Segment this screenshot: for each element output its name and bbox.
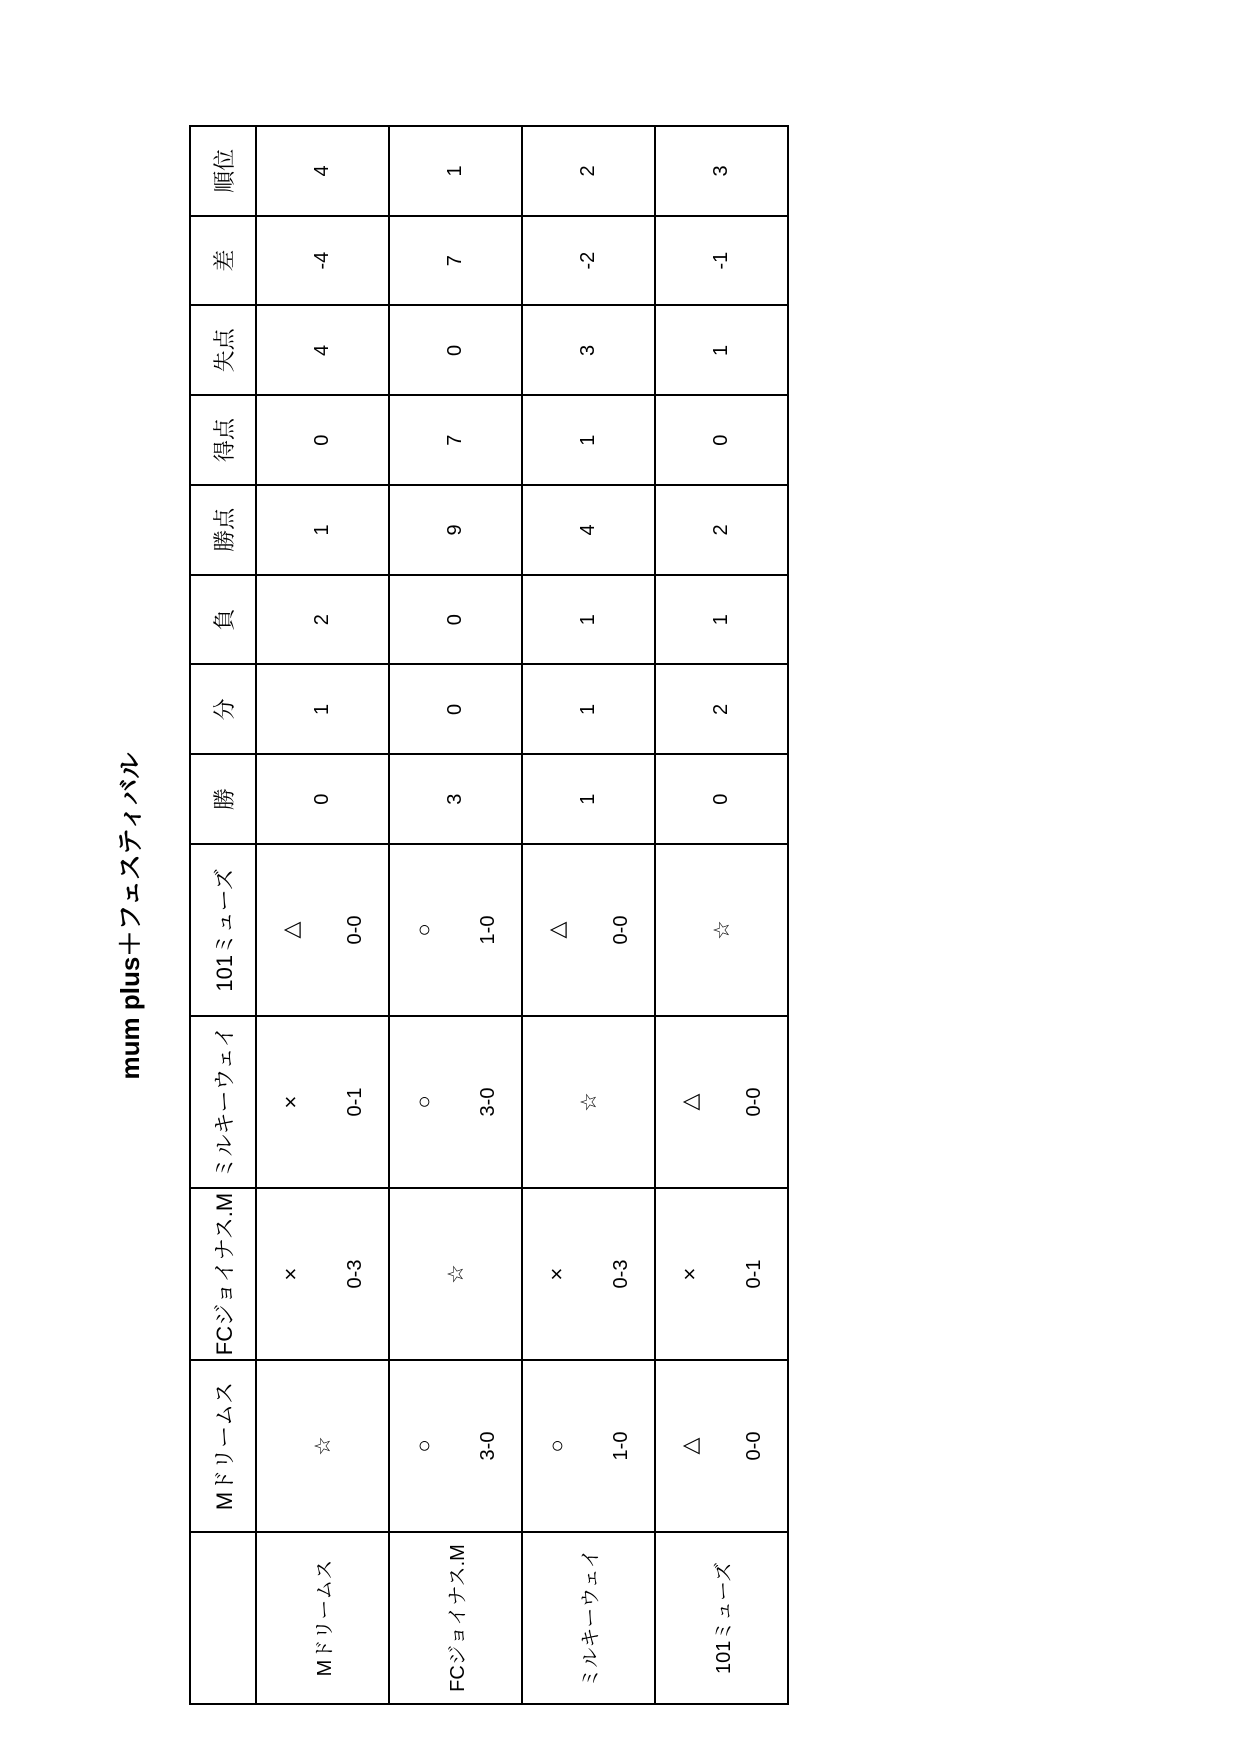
self-match-cell [389,1188,522,1360]
team-name: 101ミューズ [655,1532,788,1704]
result-mark: ○ [543,1439,569,1453]
result-score: 0-1 [742,1259,765,1289]
result-score: 3-0 [476,1087,499,1117]
league-table [189,125,789,1705]
self-match-cell [655,844,788,1016]
column-header-goals-for: 得点 [190,395,256,485]
stat-goals-for: 1 [522,395,655,485]
stat-wins: 3 [389,754,522,844]
column-header-opponent: 101ミューズ [190,844,256,1016]
stat-rank: 4 [256,126,389,216]
stat-goals-for: 0 [256,395,389,485]
result-stack [259,1017,387,1187]
stat-draws: 1 [256,665,389,755]
self-match-cell [256,1360,389,1532]
stat-points: 1 [256,485,389,575]
column-header-draws: 分 [190,665,256,755]
result-mark: △ [277,921,303,939]
result-cell [522,844,655,1016]
result-stack [525,1361,653,1531]
stat-goal-difference: -2 [522,216,655,306]
stat-losses: 1 [655,575,788,665]
stat-goal-difference: 7 [389,216,522,306]
result-stack [392,845,520,1015]
stat-points: 4 [522,485,655,575]
result-stack [259,1189,387,1359]
result-score: 0-0 [609,915,632,945]
result-cell [655,1360,788,1532]
document-title: mum plus＋フェスティバル [115,752,145,1080]
stat-losses: 2 [256,575,389,665]
star-mark: ☆ [575,1092,601,1112]
stat-goals-for: 7 [389,395,522,485]
stat-points: 2 [655,485,788,575]
result-stack [259,845,387,1015]
result-mark: × [676,1267,702,1281]
result-score: 0-0 [742,1431,765,1461]
column-header-points: 勝点 [190,485,256,575]
result-cell [655,1016,788,1188]
result-stack [658,1189,786,1359]
star-mark: ☆ [309,1436,335,1456]
table-row [522,126,655,1704]
result-stack [525,1189,653,1359]
result-mark: △ [543,921,569,939]
result-stack [658,1017,786,1187]
result-cell [655,1188,788,1360]
result-score: 0-3 [343,1259,366,1289]
stat-draws: 2 [655,665,788,755]
result-cell [256,1016,389,1188]
stat-goals-against: 0 [389,306,522,396]
result-mark: △ [676,1093,702,1111]
column-header-opponent: ミルキーウェイ [190,1016,256,1188]
stat-draws: 1 [522,665,655,755]
stat-wins: 0 [655,754,788,844]
team-name: FCジョイナス.M [389,1532,522,1704]
result-score: 0-0 [343,915,366,945]
star-mark: ☆ [708,920,734,940]
stat-goals-for: 0 [655,395,788,485]
stat-wins: 0 [256,754,389,844]
column-header-goals-against: 失点 [190,306,256,396]
result-score: 0-1 [343,1087,366,1117]
result-stack [525,845,653,1015]
result-mark: △ [676,1437,702,1455]
stat-goal-difference: -4 [256,216,389,306]
result-cell [389,1360,522,1532]
result-score: 0-3 [609,1259,632,1289]
team-name: Mドリームス [256,1532,389,1704]
stat-goals-against: 4 [256,306,389,396]
column-header-opponent: Mドリームス [190,1360,256,1532]
result-cell [256,1188,389,1360]
league-table-wrapper [189,127,787,1705]
result-cell [256,844,389,1016]
stat-rank: 2 [522,126,655,216]
stat-draws: 0 [389,665,522,755]
self-match-cell [522,1016,655,1188]
stat-rank: 1 [389,126,522,216]
result-mark: × [277,1095,303,1109]
result-mark: ○ [410,1439,436,1453]
stat-losses: 0 [389,575,522,665]
result-mark: ○ [410,1095,436,1109]
column-header-wins: 勝 [190,754,256,844]
result-stack [658,1361,786,1531]
result-cell [389,844,522,1016]
result-stack [392,1017,520,1187]
result-mark: × [543,1267,569,1281]
stat-wins: 1 [522,754,655,844]
stat-rank: 3 [655,126,788,216]
stat-goal-difference: -1 [655,216,788,306]
column-header-opponent: FCジョイナス.M [190,1188,256,1360]
stat-points: 9 [389,485,522,575]
result-score: 1-0 [476,915,499,945]
result-score: 0-0 [742,1087,765,1117]
result-cell [389,1016,522,1188]
column-header-losses: 負 [190,575,256,665]
result-cell [522,1188,655,1360]
stat-goals-against: 3 [522,306,655,396]
star-mark: ☆ [442,1264,468,1284]
result-mark: ○ [410,923,436,937]
header-row [190,126,256,1704]
result-mark: × [277,1267,303,1281]
table-row [389,126,522,1704]
column-header-goal-difference: 差 [190,216,256,306]
result-score: 1-0 [609,1431,632,1461]
result-stack [392,1361,520,1531]
result-score: 3-0 [476,1431,499,1461]
stat-losses: 1 [522,575,655,665]
stat-goals-against: 1 [655,306,788,396]
result-cell [522,1360,655,1532]
corner-cell [190,1532,256,1704]
column-header-rank: 順位 [190,126,256,216]
table-row [655,126,788,1704]
table-row [256,126,389,1704]
team-name: ミルキーウェイ [522,1532,655,1704]
